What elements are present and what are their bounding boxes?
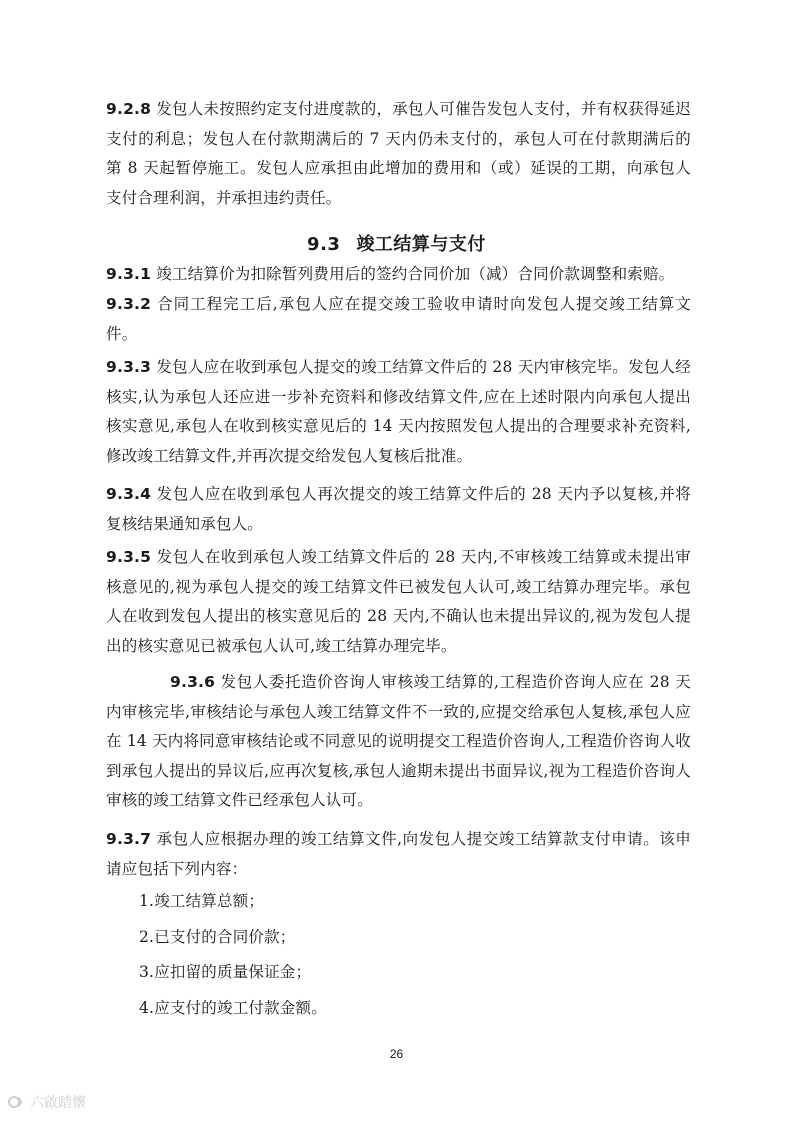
clause-number: 9.3.3 [106, 358, 152, 376]
watermark [8, 1092, 86, 1112]
clause-number: 9.3.2 [106, 295, 152, 313]
list-item: 2.已支付的合同价款； [139, 927, 296, 946]
watermark-text: 六啟踏懷 [30, 1095, 86, 1111]
payment-items-list [139, 884, 327, 1027]
clause-text: 承包人应根据办理的竣工结算文件,向发包人提交竣工结算款支付申请。该申请应包括下列内容： [106, 830, 691, 878]
clause-9-3-5 [106, 543, 691, 661]
list-item: 3.应扣留的质量保证金； [139, 963, 312, 982]
clause-9-3-2 [106, 290, 691, 349]
clause-text: 发包人未按照约定支付进度款的，承包人可催告发包人支付，并有权获得延迟支付的利息；发包人在付款期满后的 7 天内仍未支付的，承包人可在付款期满后的第 8 天起暂停施工。发包人应承担由此增加的费用和（或）延误的工期，向承包人支付合理利润，并承担违约责任。 [106, 100, 691, 207]
clause-9-3-6 [106, 668, 691, 816]
section-heading [0, 230, 793, 256]
clause-9-3-7 [106, 825, 691, 884]
clause-number: 9.3.1 [106, 265, 152, 283]
clause-number: 9.3.5 [106, 548, 152, 566]
list-item: 1.竣工结算总额； [139, 892, 265, 910]
clause-text: 发包人委托造价咨询人审核竣工结算的,工程造价咨询人应在 28 天内审核完毕,审核结论与承包人竣工结算文件不一致的,应提交给承包人复核,承包人应在 14 天内将同意审核结论或不同意见的说明提交工程造价咨询人,工程造价咨询人收到承包人提出的异议后,应再次复核,承包人逾期未提出书面异议,视为工程造价咨询人审核的竣工结算文件已经承包人认可。 [106, 673, 692, 810]
section-title: 竣工结算与支付 [356, 234, 486, 255]
clause-text: 竣工结算价为扣除暂列费用后的签约合同价加（减）合同价款调整和索赔。 [151, 265, 675, 283]
section-number: 9.3 [307, 234, 341, 255]
clause-number: 9.3.7 [106, 830, 152, 848]
clause-9-3-1 [106, 260, 691, 290]
clause-9-2-8 [106, 95, 691, 213]
clause-number: 9.3.6 [170, 673, 216, 691]
clause-text: 发包人应在收到承包人提交的竣工结算文件后的 28 天内审核完毕。发包人经核实,认为承包人还应进一步补充资料和修改结算文件,应在上述时限内向承包人提出核实意见,承包人在收到核实意见后的 14 天内按照发包人提出的合理要求补充资料,修改竣工结算文件,并再次提交给发包人复核后批准。 [106, 358, 691, 465]
clause-text: 发包人应在收到承包人再次提交的竣工结算文件后的 28 天内予以复核,并将复核结果通知承包人。 [106, 485, 691, 533]
clause-text: 发包人在收到承包人竣工结算文件后的 28 天内,不审核竣工结算或未提出审核意见的,视为承包人提交的竣工结算文件已被发包人认可,竣工结算办理完毕。承包人在收到发包人提出的核实意见后的 28 天内,不确认也未提出异议的,视为发包人提出的核实意见已被承包人认可,竣工结算办理完毕。 [106, 548, 691, 655]
clause-number: 9.2.8 [106, 100, 152, 118]
list-item: 4.应支付的竣工付款金额。 [139, 999, 327, 1018]
page-number: 26 [389, 1047, 404, 1061]
clause-9-3-3 [106, 353, 691, 471]
brand-logo-icon [8, 1094, 26, 1110]
clause-text: 合同工程完工后,承包人应在提交竣工验收申请时向发包人提交竣工结算文件。 [106, 295, 691, 343]
clause-number: 9.3.4 [106, 485, 152, 503]
clause-9-3-4 [106, 480, 691, 539]
